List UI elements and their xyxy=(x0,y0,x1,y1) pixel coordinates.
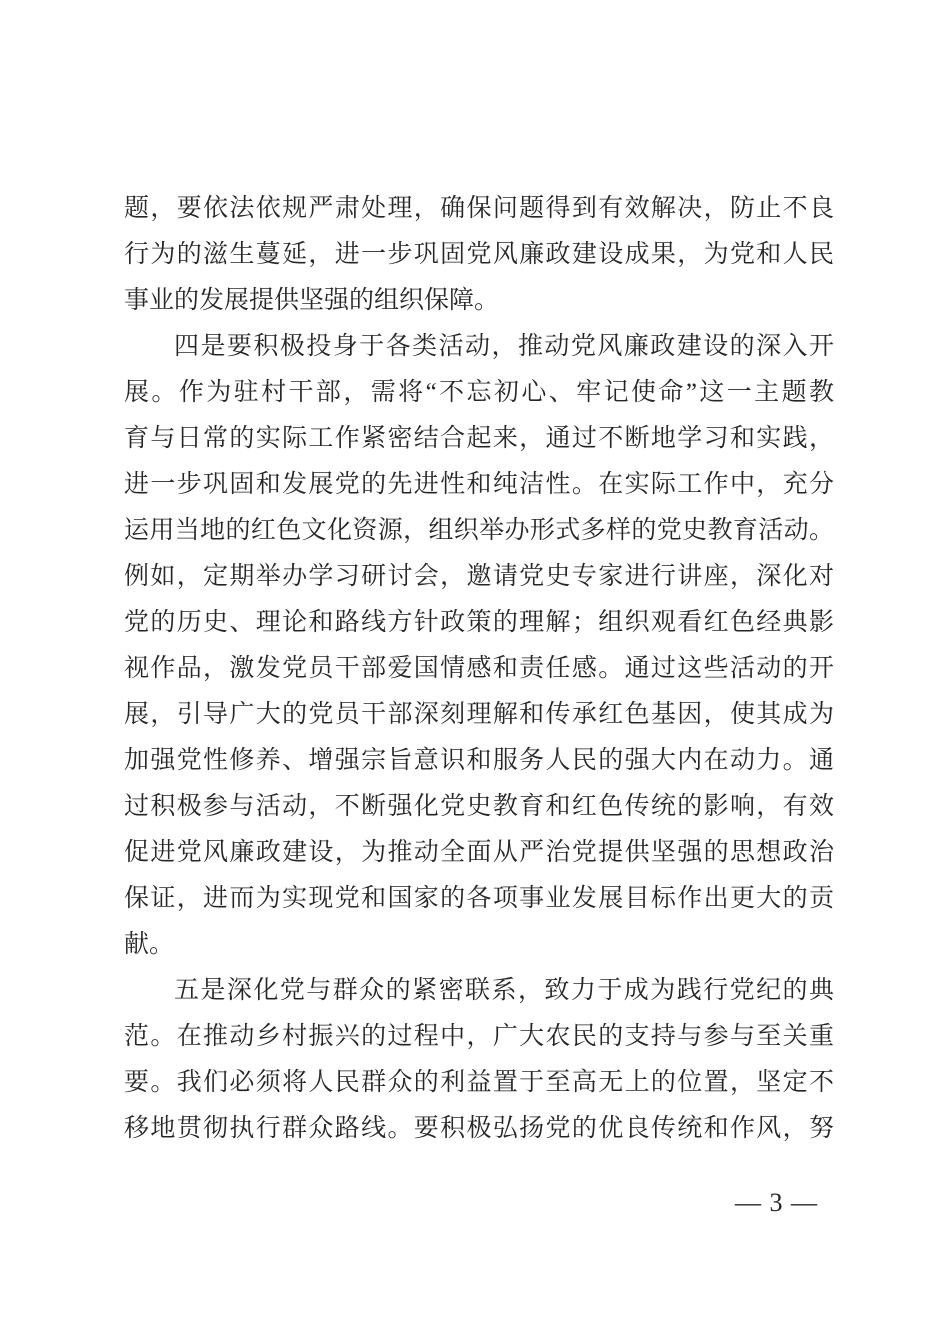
text-line: 保证，进而为实现党和国家的各项事业发展目标作出更大的贡 xyxy=(124,885,834,912)
document-body xyxy=(124,186,834,1152)
text-line: 要。我们必须将人民群众的利益置于至高无上的位置，坚定不 xyxy=(124,1069,834,1096)
text-line: 展。作为驻村干部，需将“不忘初心、牢记使命”这一主题教 xyxy=(124,379,834,406)
page-number: — 3 — xyxy=(735,1188,818,1217)
paragraph xyxy=(124,968,834,1152)
text-line: 运用当地的红色文化资源，组织举办形式多样的党史教育活动。 xyxy=(124,517,834,544)
text-line: 例如，定期举办学习研讨会，邀请党史专家进行讲座，深化对 xyxy=(124,563,834,590)
paragraph xyxy=(124,324,834,968)
text-line: 五是深化党与群众的紧密联系，致力于成为践行党纪的典 xyxy=(174,977,834,1004)
text-line: 加强党性修养、增强宗旨意识和服务人民的强大内在动力。通 xyxy=(124,747,834,774)
text-line: 题，要依法依规严肃处理，确保问题得到有效解决，防止不良 xyxy=(124,195,834,222)
text-line: 过积极参与活动，不断强化党史教育和红色传统的影响，有效 xyxy=(124,793,834,820)
text-line: 展，引导广大的党员干部深刻理解和传承红色基因，使其成为 xyxy=(124,701,834,728)
text-line: 献。 xyxy=(124,931,175,958)
text-line: 促进党风廉政建设，为推动全面从严治党提供坚强的思想政治 xyxy=(124,839,834,866)
text-line: 四是要积极投身于各类活动，推动党风廉政建设的深入开 xyxy=(174,333,834,360)
text-line: 移地贯彻执行群众路线。要积极弘扬党的优良传统和作风，努 xyxy=(124,1115,834,1142)
text-line: 进一步巩固和发展党的先进性和纯洁性。在实际工作中，充分 xyxy=(124,471,834,498)
text-line: 育与日常的实际工作紧密结合起来，通过不断地学习和实践， xyxy=(124,425,834,452)
text-line: 事业的发展提供坚强的组织保障。 xyxy=(124,287,500,314)
text-line: 党的历史、理论和路线方针政策的理解；组织观看红色经典影 xyxy=(124,609,834,636)
text-line: 行为的滋生蔓延，进一步巩固党风廉政建设成果，为党和人民 xyxy=(124,241,834,268)
paragraph xyxy=(124,186,834,324)
text-line: 范。在推动乡村振兴的过程中，广大农民的支持与参与至关重 xyxy=(124,1023,834,1050)
text-line: 视作品，激发党员干部爱国情感和责任感。通过这些活动的开 xyxy=(124,655,834,682)
